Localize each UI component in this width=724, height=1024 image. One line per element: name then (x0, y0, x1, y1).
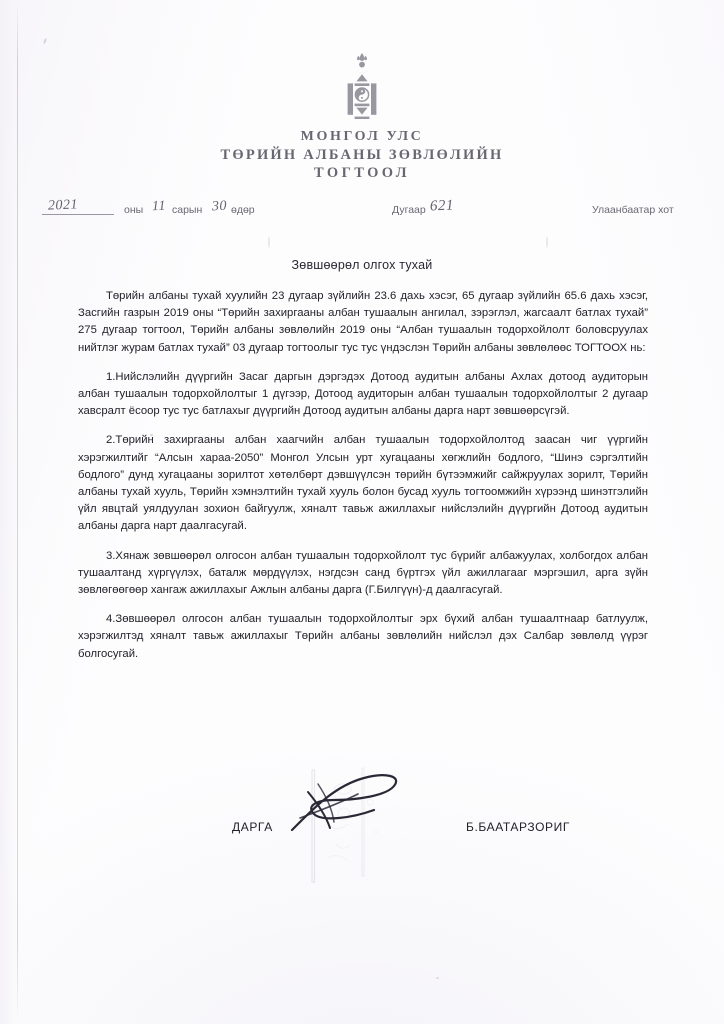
document-title: Зөвшөөрөл олгох тухай (291, 258, 433, 272)
emblem-container (0, 52, 724, 130)
date-month-handwritten: 11 (151, 198, 167, 215)
paragraph-item-3: 3.Хянаж зөвшөөрөл олгосон албан тушаалын тодорхойлолт тус бүрийг албажуулах, холбогдох албан тушаалтанд хүргүүлэх, баталж мөрдүүлэх, нэгдсэн санд бүртгэх үйл ажиллагааг мэргэшил, арга зүйн зөвлөгөөгөөр хангаж ажиллахыг Ажлын албаны дарга (Г.Билгүүн)-д даалгасугай. (78, 549, 648, 597)
date-month-label: сарын (172, 204, 203, 216)
masthead-line-doctype: ТОГТООЛ (314, 165, 410, 181)
signatory-name: Б.БААТАРЗОРИГ (466, 820, 570, 834)
paragraph-preamble: Төрийн албаны тухай хуулийн 23 дугаар зүйлийн 23.6 дахь хэсэг, 65 дугаар зүйлийн 65.6 дахь хэсэг, Засгийн газрын 2019 оны “Төрийн захиргааны албан тушаалын ангилал, зэрэглэл, жагсаалт батлах тухай” 275 дугаар тогтоол, Төрийн албаны зөвлөлийн 2019 оны “Албан тушаалын тодорхойлолт боловсруулах нийтлэг журам батлах тухай” 03 дугаар тогтоолыг тус тус үндэслэн Төрийн албаны зөвлөлөөс ТОГТООХ нь: (78, 290, 648, 354)
soyombo-emblem-icon (341, 52, 383, 130)
paragraph-item-4: 4.Зөвшөөрөл олгосон албан тушаалын тодорхойлолтыг эрх бүхий албан тушаалтнаар батлуулж, хэрэгжилтэд хяналт тавьж ажиллахыг Төрийн албаны зөвлөлийн нийслэл дэх Салбар зөвлөлд үүрэг болгосугай. (78, 613, 648, 660)
scan-speck (546, 236, 548, 248)
signature-title: ДАРГА (232, 820, 273, 834)
document-number-handwritten: 621 (429, 197, 455, 215)
date-day-label: өдөр (231, 204, 255, 216)
date-year-label: оны (124, 204, 144, 216)
paragraph-item-1: 1.Нийслэлийн дүүргийн Засаг даргын дэргэдэх Дотоод аудитын албаны Ахлах дотоод аудиторын албан тушаалын тодорхойлолтыг 1 дүгээр, Дотоод аудиторын албан тушаалын тодорхойлолтыг 2 дугаар хавсралт ёсоор тус тус батлахыг дүүргийн Дотоод аудитын албаны дарга нарт зөвшөөрсүгэй. (78, 370, 648, 418)
paragraph-item-2: 2.Төрийн захиргааны албан хаагчийн албан тушаалын тодорхойлолтод заасан чиг үүргийн хэрэгжилтийг “Алсын хараа-2050” Монгол Улсын урт хугацааны хөгжлийн бодлого, “Шинэ сэргэлтийн бодлого” дунд хугацааны зорилтот хөтөлбөрт дэвшүүлсэн төрийн бүтээмжийг сайжруулах зорилт, Төрийн албаны тухай хууль, Төрийн хэмнэлтийн тухай хууль болон бусад хууль тогтоомжийн хүрээнд шинэтгэлийн үйл явцтай уялдуулан зохион байгуулж, хяналт тавьж ажиллахыг нийслэлийн дүүргийн Дотоод аудитын албаны дарга нарт даалгасугай. (78, 434, 648, 533)
issuing-city: Улаанбаатар хот (592, 204, 674, 216)
document-body (78, 288, 648, 663)
date-year-handwritten: 2021 (47, 197, 79, 214)
masthead-line-organization: ТӨРИЙН АЛБАНЫ ЗӨВЛӨЛИЙН (220, 147, 504, 163)
scan-speck (43, 38, 47, 44)
masthead (0, 128, 724, 182)
signature-row (0, 820, 724, 844)
masthead-line-country: МОНГОЛ УЛС (300, 129, 424, 144)
document-number-label: Дугаар (392, 204, 426, 216)
scan-speck (436, 977, 439, 979)
scan-speck (268, 236, 270, 248)
date-day-handwritten: 30 (211, 198, 228, 215)
dateline (0, 198, 724, 220)
